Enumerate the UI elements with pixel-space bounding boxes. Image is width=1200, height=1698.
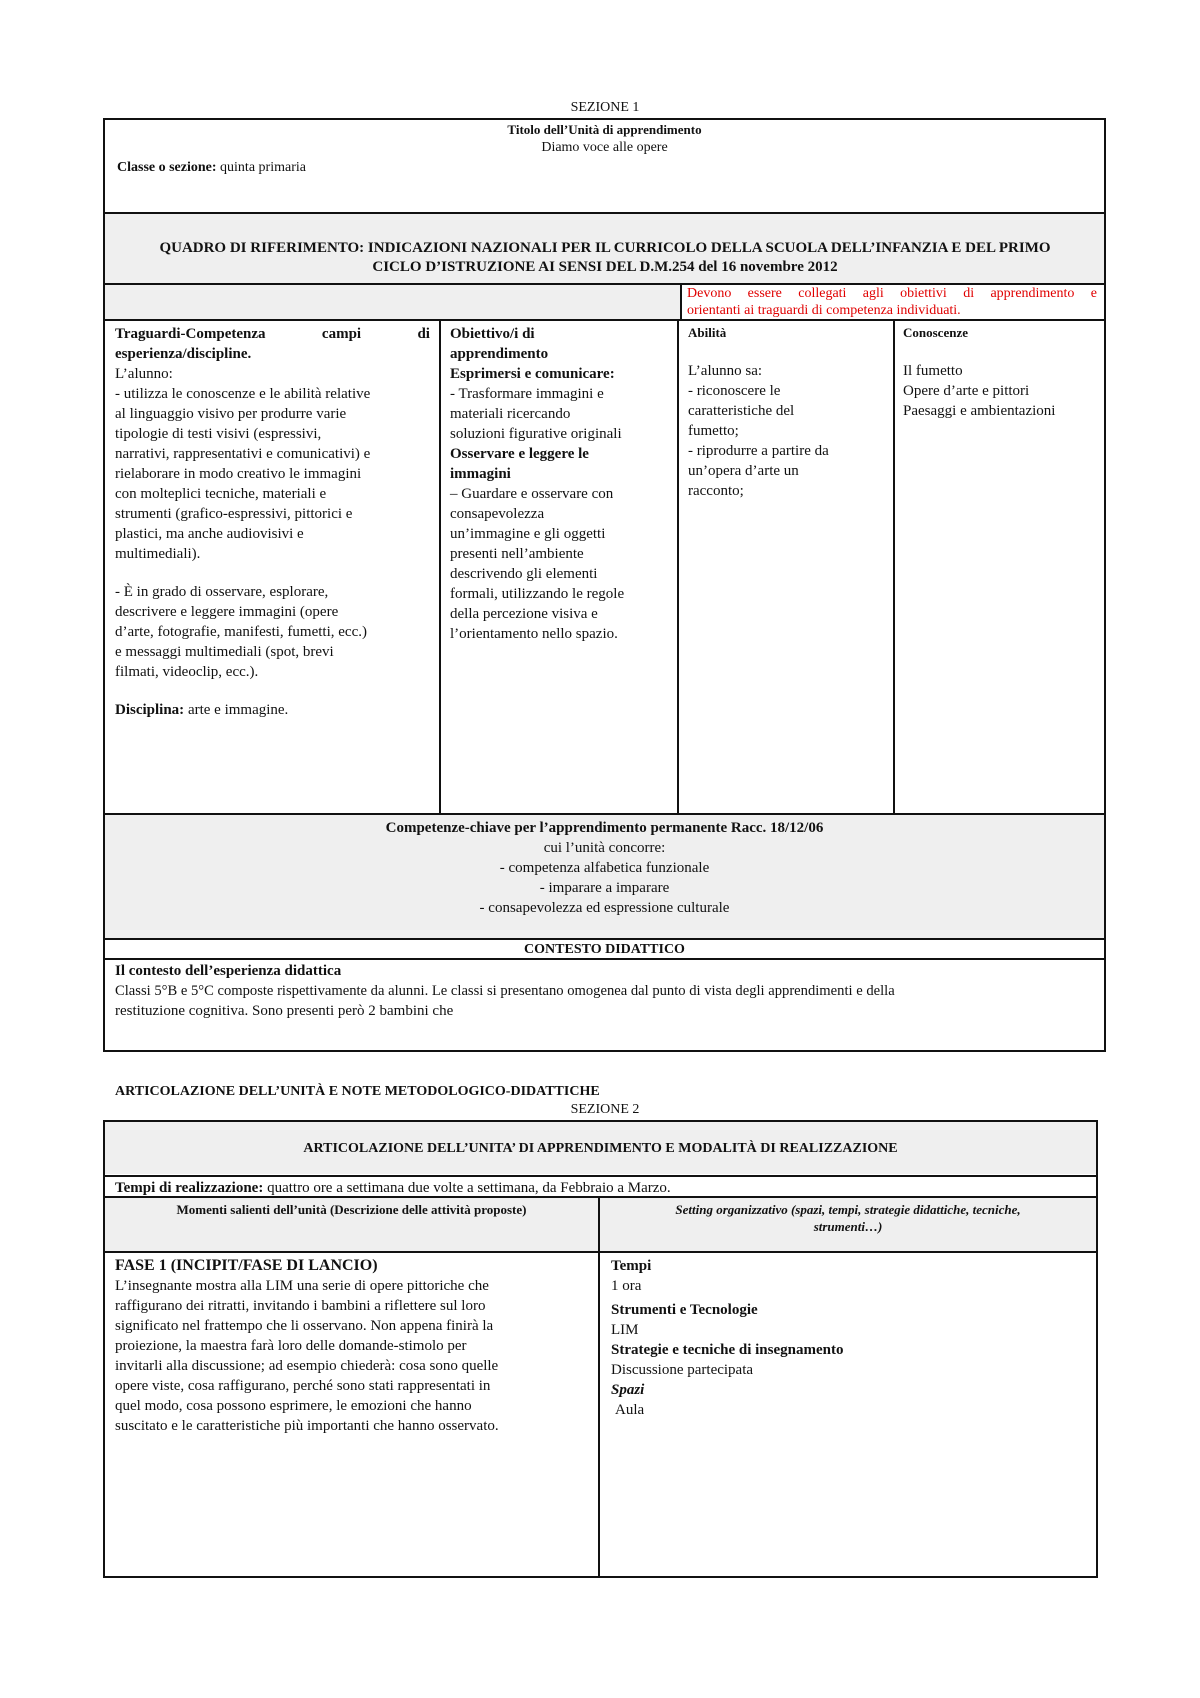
fase1-heading: FASE 1 (INCIPIT/FASE DI LANCIO)	[115, 1257, 378, 1274]
tempi-label: Tempi di realizzazione:	[115, 1180, 264, 1196]
obiettivi-column: Obiettivo/i di apprendimento Esprimersi e comunicare: - Trasformare immagini e materiali ricercando soluzioni figurative originali Osservare e leggere le immagini – Guardare e osservare con consapevolezza un’immagine e gli oggetti presenti nell’ambiente descrivendo gli elementi formali, utilizzando le regole della percezione visiva e l’orientamento nello spazio.	[450, 324, 672, 644]
unit-title-label: Titolo dell’Unità di apprendimento	[507, 122, 702, 137]
traguardi-heading: Traguardi-Competenza campi di	[115, 326, 430, 342]
divider	[677, 320, 679, 814]
unit-title-value: Diamo voce alle opere	[541, 140, 668, 155]
setting-heading: Setting organizzativo (spazi, tempi, strategie didattiche, tecniche, strumenti…)	[675, 1202, 1021, 1234]
abilita-heading: Abilità	[688, 325, 727, 340]
divider	[103, 938, 1106, 940]
setting-strategie-value: Discussione partecipata	[611, 1362, 754, 1378]
tempi-value: quattro ore a settimana due volte a settimana, da Febbraio a Marzo.	[267, 1180, 671, 1196]
setting-strumenti-value: LIM	[611, 1322, 639, 1338]
red-note-line1: Devono essere collegati agli obiettivi di apprendimento e	[687, 286, 1097, 301]
blank-grey-cell	[105, 285, 680, 319]
divider	[680, 284, 682, 320]
traguardi-column: Traguardi-Competenza campi di esperienza/discipline. L’alunno: - utilizza le conoscenze e le abilità relative al linguaggio visivo per produrre varie tipologie di testi visivi (espressivi, narrativi, rappresentativi e comunicativi) e rielaborare in modo creativo le immagini con molteplici tecniche, materiali e strumenti (grafico-espressivi, pittorici e plastici, ma anche audiovisivi e multimediali). - È in grado di osservare, esplorare, descrivere e leggere immagini (opere d’arte, fotografie, manifesti, fumetti, ecc.) e messaggi multimediali (spot, brevi filmati, videoclip, ecc.). Disciplina: arte e immagine.	[115, 326, 430, 718]
abilita-column: Abilità L’alunno sa: - riconoscere le caratteristiche del fumetto; - riprodurre a partire da un’opera d’arte un racconto;	[688, 324, 888, 501]
obiettivi-sub2: Osservare e leggere le	[450, 446, 589, 462]
setting-spazi-label: Spazi	[611, 1382, 645, 1398]
tempi-row	[115, 1178, 1095, 1198]
momenti-heading: Momenti salienti dell’unità (Descrizione delle attività proposte)	[176, 1202, 527, 1217]
section2-title: ARTICOLAZIONE DELL’UNITA’ DI APPRENDIMENTO E MODALITÀ DI REALIZZAZIONE	[303, 1141, 898, 1156]
setting-block	[611, 1256, 1091, 1420]
divider	[893, 320, 895, 814]
discipline-row: Disciplina: arte e immagine.	[115, 702, 289, 718]
obiettivi-sub1: Esprimersi e comunicare:	[450, 366, 615, 382]
setting-spazi-value: Aula	[615, 1402, 645, 1418]
class-label: Classe o sezione:	[117, 160, 217, 175]
divider	[103, 319, 1106, 321]
divider	[103, 958, 1106, 960]
divider	[598, 1197, 600, 1577]
setting-strategie-label: Strategie e tecniche di insegnamento	[611, 1342, 844, 1358]
divider	[103, 1175, 1098, 1177]
divider	[103, 1251, 1098, 1253]
divider	[439, 320, 441, 814]
fase1-block: FASE 1 (INCIPIT/FASE DI LANCIO) L’insegnante mostra alla LIM una serie di opere pittoriche che raffigurano dei ritratti, invitando i bambini a riflettere sul loro significato nel frattempo che li osservano. Non appena finirà la proiezione, la maestra farà loro delle domande-stimolo per invitarli alla discussione; ad esempio chiederà: cosa sono quelle opere viste, cosa raffigurano, perché sono stati rappresentati in quel modo, cosa possono esprimere, le emozioni che hanno suscitato e le caratteristiche più importanti che hanno osservato.	[115, 1256, 595, 1436]
conoscenze-column: Conoscenze Il fumetto Opere d’arte e pittori Paesaggi e ambientazioni	[903, 324, 1103, 421]
quadro-line2: CICLO D’ISTRUZIONE AI SENSI DEL D.M.254 del 16 novembre 2012	[372, 259, 838, 275]
contesto-block: Il contesto dell’esperienza didattica Classi 5°B e 5°C composte rispettivamente da alunni. Le classi si presentano omogenea dal punto di vista degli apprendimenti e della restituzione cognitiva. Sono presenti però 2 bambini che	[115, 961, 1100, 1021]
quadro-line1: QUADRO DI RIFERIMENTO: INDICAZIONI NAZIONALI PER IL CURRICOLO DELLA SCUOLA DELL’INFANZIA E DEL PRIMO	[159, 240, 1051, 256]
setting-tempi-label: Tempi	[611, 1258, 652, 1274]
contesto-subheading: Il contesto dell’esperienza didattica	[115, 963, 342, 979]
class-row	[117, 159, 717, 177]
contesto-heading: CONTESTO DIDATTICO	[524, 942, 685, 957]
red-note-line2: orientanti ai traguardi di competenza individuati.	[687, 303, 961, 318]
traguardi-paragraph2: - È in grado di osservare, esplorare, descrivere e leggere immagini (opere d’arte, fotografie, manifesti, fumetti, ecc.) e messaggi multimediali (spot, brevi filmati, videoclip, ecc.).	[115, 584, 367, 680]
section2-outer-heading: ARTICOLAZIONE DELL’UNITÀ E NOTE METODOLOGICO-DIDATTICHE	[115, 1084, 600, 1099]
class-value: quinta primaria	[220, 160, 306, 175]
setting-strumenti-label: Strumenti e Tecnologie	[611, 1302, 758, 1318]
section2-label: SEZIONE 2	[570, 1102, 640, 1117]
competenze-block: Competenze-chiave per l’apprendimento permanente Racc. 18/12/06 cui l’unità concorre: - competenza alfabetica funzionale - imparare a imparare - consapevolezza ed espressione culturale	[105, 818, 1104, 918]
section1-label: SEZIONE 1	[570, 100, 640, 115]
setting-tempi-value: 1 ora	[611, 1278, 642, 1294]
competenze-heading: Competenze-chiave per l’apprendimento permanente Racc. 18/12/06	[385, 820, 824, 836]
traguardi-paragraph1: - utilizza le conoscenze e le abilità relative al linguaggio visivo per produrre varie tipologie di testi visivi (espressivi, narrativi, rappresentativi e comunicativi) e rielaborare in modo creativo le immagini con molteplici tecniche, materiali e strumenti (grafico-espressivi, pittorici e plastici, ma anche audiovisivi e multimediali).	[115, 386, 371, 562]
conoscenze-heading: Conoscenze	[903, 325, 968, 340]
